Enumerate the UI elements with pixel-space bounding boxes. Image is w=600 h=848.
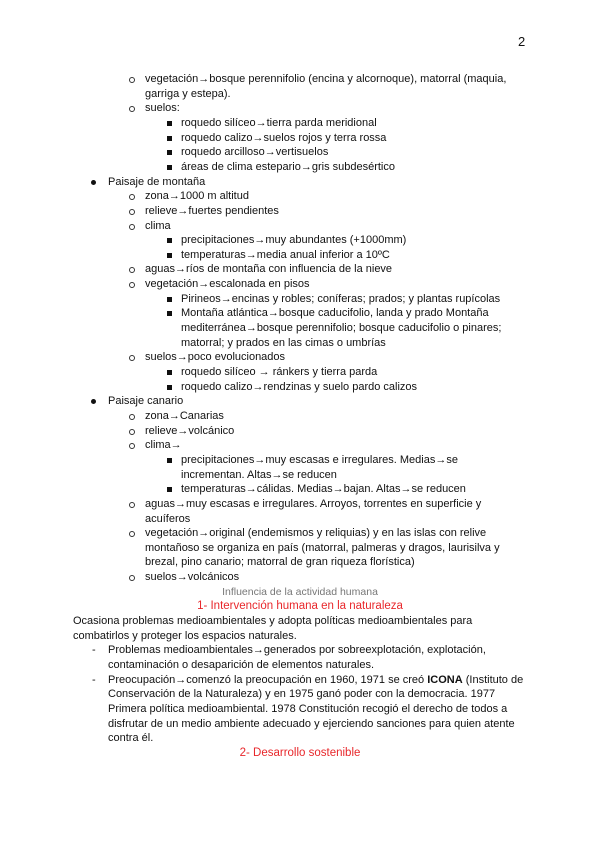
list-item-line: Montaña atlántica→bosque caducifolio, landa y prado Montaña	[181, 307, 489, 320]
dash-bullet-icon: -	[92, 673, 96, 686]
bullet-circle-icon	[129, 267, 135, 273]
bullet-square-icon	[167, 121, 172, 126]
section-heading: 2- Desarrollo sostenible	[239, 746, 361, 759]
bullet-square-icon	[167, 297, 172, 302]
list-item-line: suelos→poco evolucionados	[145, 351, 286, 364]
list-item-line: suelos→volcánicos	[145, 571, 240, 584]
bullet-square-icon	[167, 165, 172, 170]
bullet-circle-icon	[129, 282, 135, 288]
list-item-line: garriga y estepa).	[145, 87, 231, 100]
list-item-line: roquedo silíceo → ránkers y tierra parda	[181, 366, 378, 378]
list-item-line: roquedo calizo→rendzinas y suelo pardo calizos	[181, 380, 418, 393]
bullet-square-icon	[167, 458, 172, 463]
section-heading: 1- Intervención humana en la naturaleza	[197, 600, 403, 613]
bullet-circle-icon	[129, 414, 135, 420]
list-item-line: zona→Canarias	[145, 409, 224, 422]
list-item-line: mediterránea→bosque perennifolio; bosque caducifolio o pinares;	[181, 322, 502, 335]
bullet-circle-icon	[129, 531, 135, 537]
list-item-line: contaminación o desaparición de elementos naturales.	[108, 659, 374, 671]
list-item-line: roquedo silíceo→tierra parda meridional	[181, 116, 377, 129]
bullet-disc-icon	[91, 180, 96, 185]
list-item-line: clima→	[145, 439, 182, 452]
list-item-line: áreas de clima estepario→gris subdesértico	[181, 160, 395, 173]
bullet-circle-icon	[129, 355, 135, 361]
bullet-square-icon	[167, 150, 172, 155]
bullet-square-icon	[167, 370, 172, 375]
list-item-line: clima	[145, 219, 171, 232]
list-item-line: matorral; y prados en las cimas o umbrías	[181, 336, 386, 349]
list-item-line: Paisaje canario	[108, 395, 184, 408]
bullet-disc-icon	[91, 399, 96, 404]
dash-bullet-icon: -	[92, 644, 96, 657]
list-item-line: vegetación→bosque perennifolio (encina y alcornoque), matorral (maquia,	[145, 73, 507, 85]
list-item-line: zona→1000 m altitud	[145, 190, 249, 203]
bullet-square-icon	[167, 385, 172, 390]
list-item-line: brezal, pino canario; matorral de gran riqueza florística)	[145, 556, 415, 569]
list-item-line: vegetación→escalonada en pisos	[145, 278, 310, 291]
bullet-circle-icon	[129, 429, 135, 435]
bullet-circle-icon	[129, 106, 135, 112]
list-item-line: temperaturas→media anual inferior a 10ºC	[181, 248, 390, 261]
bullet-circle-icon	[129, 77, 135, 83]
list-item-line: temperaturas→cálidas. Medias→bajan. Altas→se reducen	[181, 483, 466, 496]
list-item-line: Conservación de la Naturaleza) y en 1975 ganó poder con la democracia. 1977	[108, 688, 496, 701]
list-item-line: precipitaciones→muy escasas e irregulares. Medias→se	[181, 453, 458, 466]
list-item-line: Pirineos→encinas y robles; coníferas; prados; y plantas rupícolas	[181, 292, 501, 305]
list-item-line: Problemas medioambientales→generados por sobreexplotación, explotación,	[108, 644, 486, 657]
bullet-circle-icon	[129, 575, 135, 581]
paragraph-line: Ocasiona problemas medioambientales y adopta políticas medioambientales para	[73, 615, 473, 628]
bullet-circle-icon	[129, 443, 135, 449]
list-item-line: roquedo calizo→suelos rojos y terra rossa	[181, 131, 387, 144]
list-item-line: Primera política medioambiental. 1978 Constitución recogió el derecho de todos a	[108, 702, 508, 715]
list-item-line: incrementan. Altas→se reducen	[181, 468, 337, 481]
list-item-line: vegetación→original (endemismos y reliquias) y en las islas con relive	[145, 527, 487, 540]
list-item-line: aguas→ríos de montaña con influencia de la nieve	[145, 263, 393, 276]
list-item-line: disfrutar de un medio ambiente adecuado y ejerciendo sanciones para quien atente	[108, 717, 515, 730]
bullet-square-icon	[167, 238, 172, 243]
list-item-line: precipitaciones→muy abundantes (+1000mm)	[181, 234, 407, 247]
list-item-line: montañoso se organiza en país (matorral, palmeras y dragos, laurisilva y	[145, 541, 500, 554]
list-item-line: suelos:	[145, 102, 180, 115]
bullet-circle-icon	[129, 502, 135, 508]
list-item-line: aguas→muy escasas e irregulares. Arroyos, torrentes en superficie y	[145, 497, 482, 510]
bullet-square-icon	[167, 311, 172, 316]
text-segment: (Instituto de	[462, 673, 524, 686]
list-item-line: relieve→volcánico	[145, 424, 235, 437]
bold-term: ICONA	[427, 673, 463, 686]
list-item-line: Paisaje de montaña	[108, 175, 206, 188]
bullet-circle-icon	[129, 194, 135, 200]
paragraph-line: combatirlos y proteger los espacios naturales.	[73, 629, 297, 642]
page-number: 2	[518, 34, 526, 49]
list-item-line	[108, 673, 523, 687]
list-item-line: contra él.	[108, 732, 154, 745]
bullet-square-icon	[167, 253, 172, 258]
bullet-circle-icon	[129, 224, 135, 230]
list-item-line: acuíferos	[145, 512, 191, 525]
list-item-line: roquedo arcilloso→vertisuelos	[181, 146, 329, 159]
text-segment: Preocupación→comenzó la preocupación en 1960, 1971 se creó	[108, 673, 428, 686]
list-item-line: relieve→fuertes pendientes	[145, 204, 279, 217]
bullet-square-icon	[167, 487, 172, 492]
bullet-square-icon	[167, 136, 172, 141]
bullet-circle-icon	[129, 209, 135, 215]
section-subtitle: Influencia de la actividad humana	[222, 585, 378, 598]
